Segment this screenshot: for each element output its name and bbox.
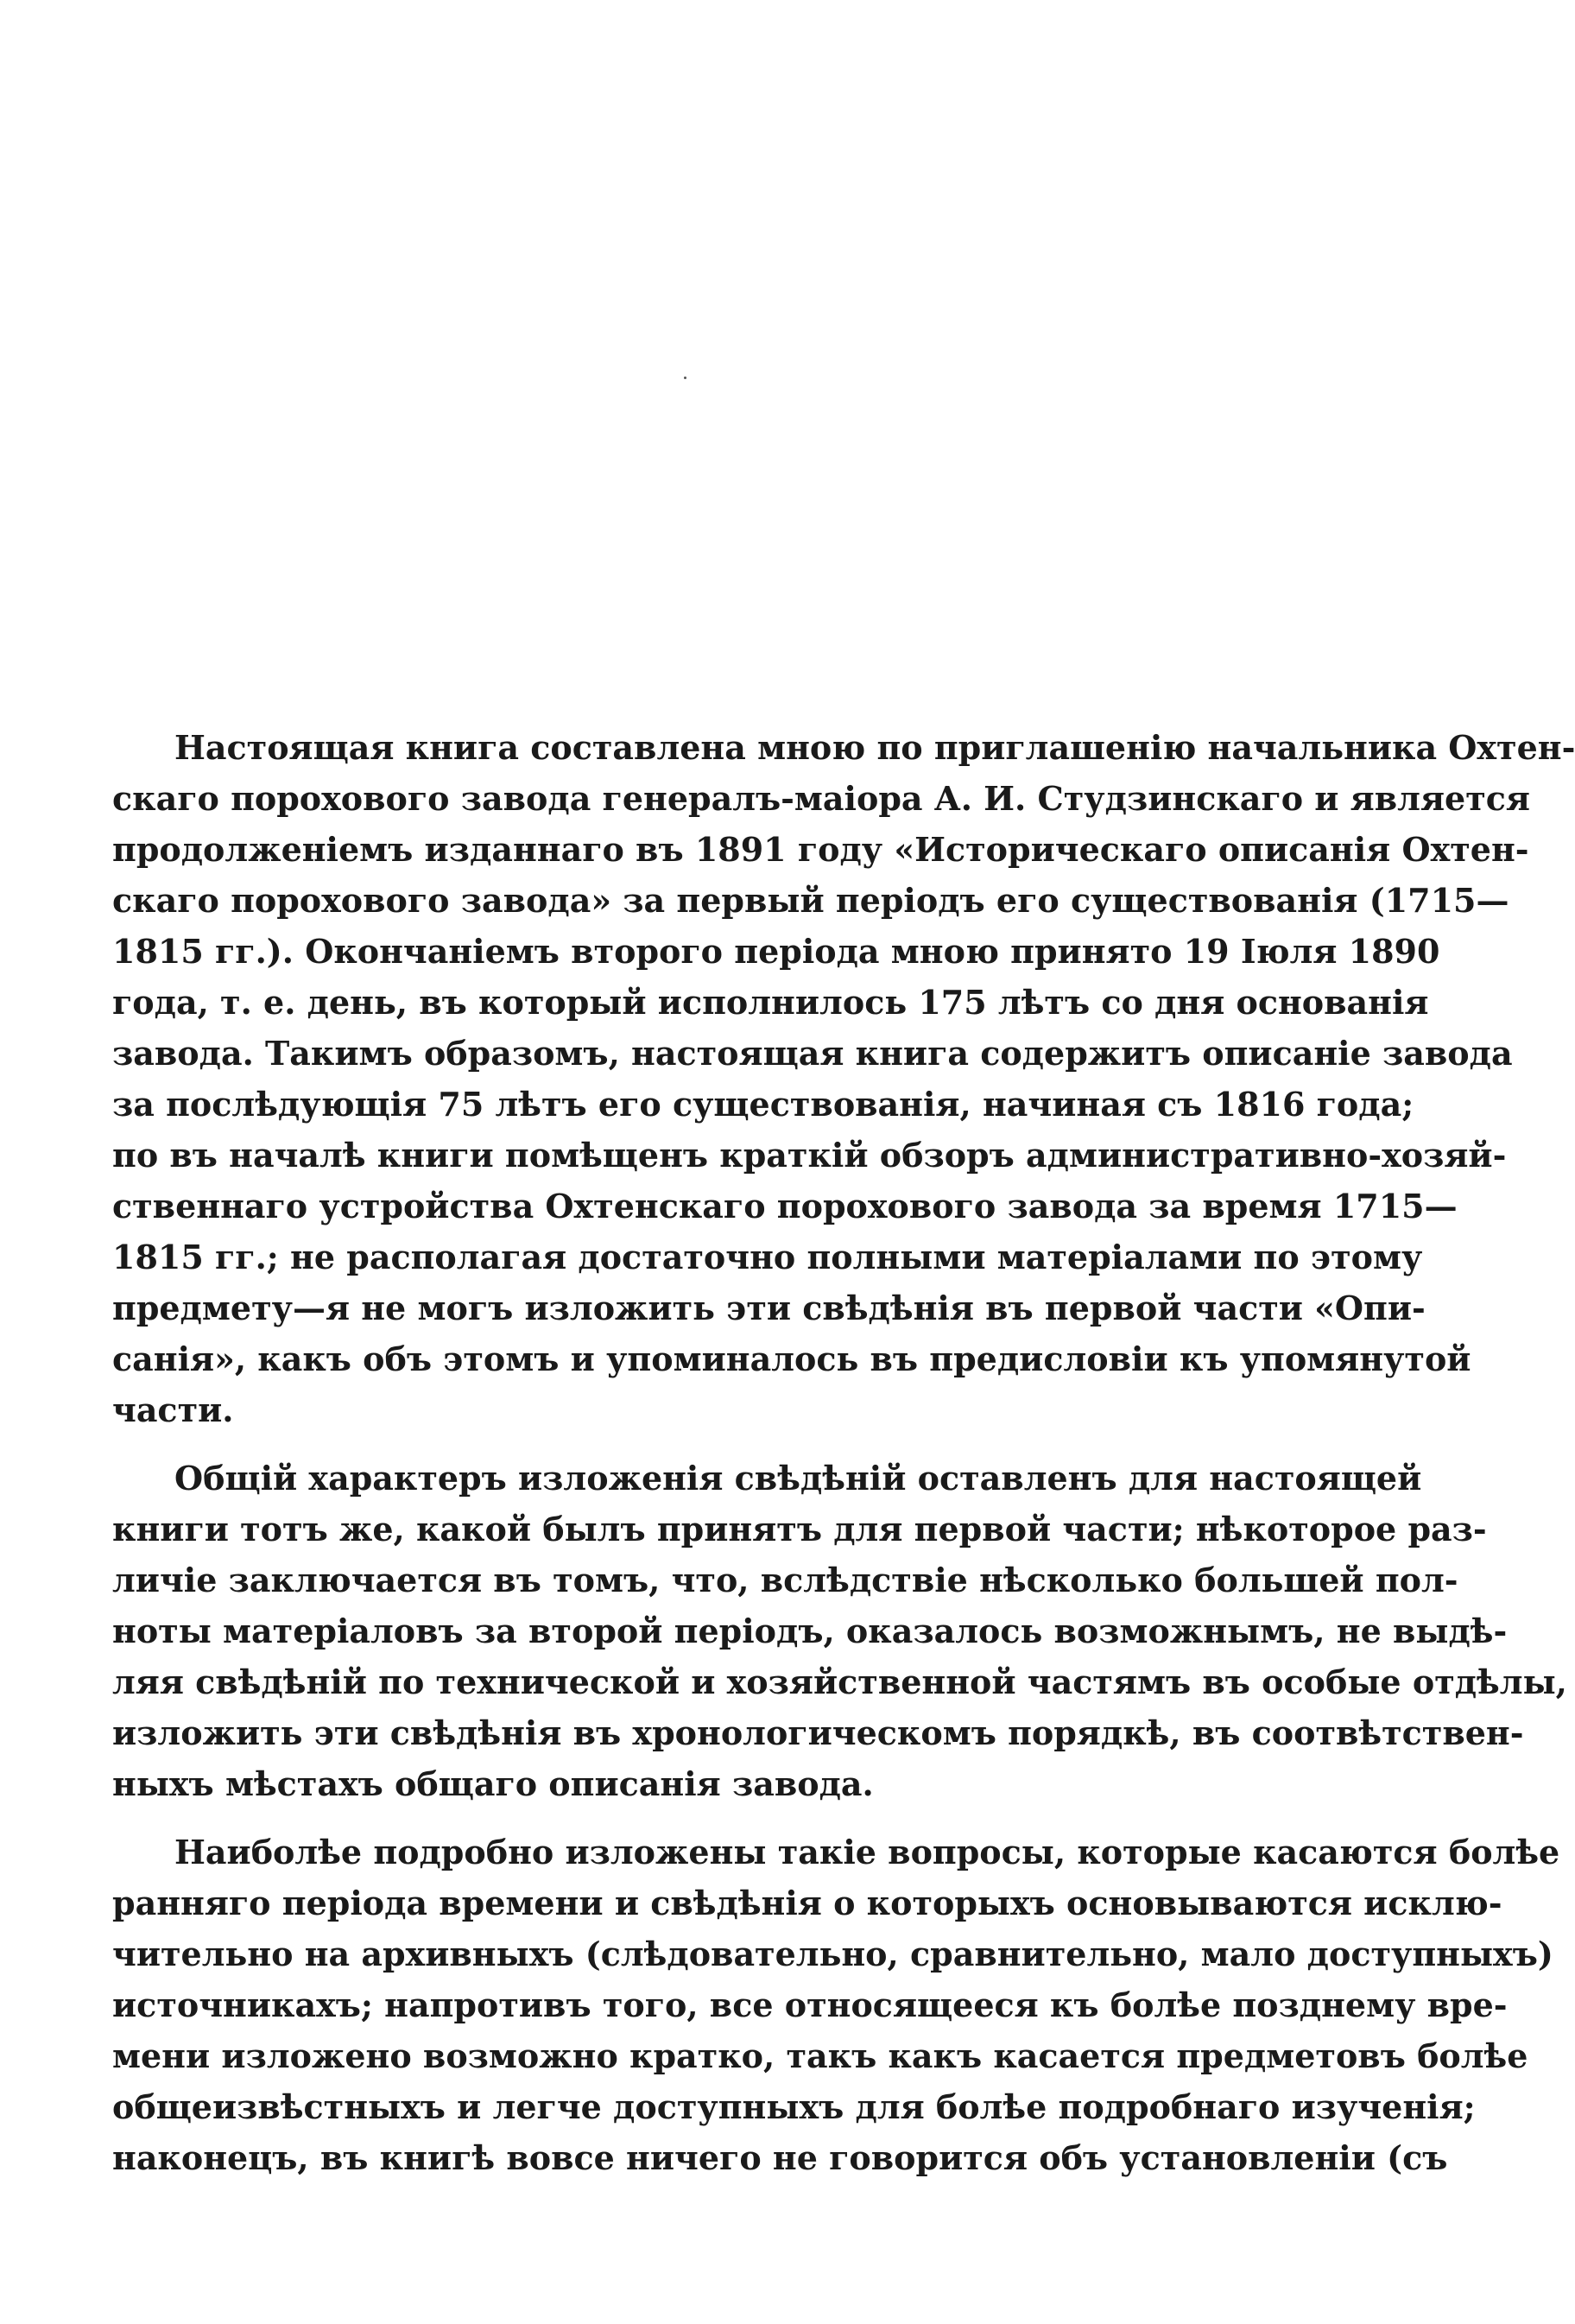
text-line: за послѣдующія 75 лѣтъ его существованія, начиная съ 1816 года; bbox=[112, 1085, 1414, 1124]
paragraph-1 bbox=[112, 722, 1575, 1435]
text-line: года, т. е. день, въ который исполнилось 175 лѣтъ со дня основанія bbox=[112, 983, 1429, 1022]
paragraph-3 bbox=[112, 1827, 1560, 2183]
text-line: 1815 гг.). Окончаніемъ второго періода мною принято 19 Іюля 1890 bbox=[112, 932, 1440, 971]
text-line: Настоящая книга составлена мною по приглашенію начальника Охтен- bbox=[174, 728, 1575, 767]
text-line: ранняго періода времени и свѣдѣнія о которыхъ основываются исклю- bbox=[112, 1884, 1502, 1922]
text-line: предмету—я не могъ изложить эти свѣдѣнія въ первой части «Опи- bbox=[112, 1289, 1426, 1327]
text-line: Общій характеръ изложенія свѣдѣній оставленъ для настоящей bbox=[174, 1459, 1422, 1498]
text-line: ноты матеріаловъ за второй періодъ, оказалось возможнымъ, не выдѣ- bbox=[112, 1612, 1508, 1650]
text-line: ственнаго устройства Охтенскаго порохового завода за время 1715— bbox=[112, 1187, 1458, 1225]
text-line: личіе заключается въ томъ, что, вслѣдствіе нѣсколько большей пол- bbox=[112, 1561, 1458, 1599]
text-line: 1815 гг.; не располагая достаточно полными матеріалами по этому bbox=[112, 1238, 1423, 1276]
text-line: общеизвѣстныхъ и легче доступныхъ для болѣе подробнаго изученія; bbox=[112, 2087, 1476, 2126]
text-line: источникахъ; напротивъ того, все относящееся къ болѣе позднему вре- bbox=[112, 1985, 1508, 2024]
text-line: по въ началѣ книги помѣщенъ краткій обзоръ административно-хозяй- bbox=[112, 1136, 1507, 1175]
text-line: Наиболѣе подробно изложены такіе вопросы, которые касаются болѣе bbox=[174, 1833, 1560, 1871]
paragraph-2 bbox=[112, 1453, 1567, 1809]
text-line: части. bbox=[112, 1390, 234, 1429]
text-line: книги тотъ же, какой былъ принятъ для первой части; нѣкоторое раз- bbox=[112, 1510, 1487, 1548]
text-line: завода. Такимъ образомъ, настоящая книга содержитъ описаніе завода bbox=[112, 1034, 1513, 1073]
scan-speck bbox=[684, 377, 686, 379]
text-line: чительно на архивныхъ (слѣдовательно, сравнительно, мало доступныхъ) bbox=[112, 1935, 1553, 1973]
text-line: ляя свѣдѣній по технической и хозяйственной частямъ въ особые отдѣлы, bbox=[112, 1662, 1567, 1701]
body-text bbox=[112, 722, 1575, 2183]
text-line: наконецъ, въ книгѣ вовсе ничего не говорится объ установленіи (съ bbox=[112, 2138, 1448, 2177]
text-line: скаго порохового завода» за первый періодъ его существованія (1715— bbox=[112, 881, 1509, 920]
text-line: мени изложено возможно кратко, такъ какъ касается предметовъ болѣе bbox=[112, 2036, 1528, 2075]
text-line: продолженіемъ изданнаго въ 1891 году «Историческаго описанія Охтен- bbox=[112, 830, 1529, 869]
text-line: санія», какъ объ этомъ и упоминалось въ предисловіи къ упомянутой bbox=[112, 1339, 1471, 1378]
text-line: изложить эти свѣдѣнія въ хронологическомъ порядкѣ, въ соотвѣтствен- bbox=[112, 1713, 1524, 1752]
text-line: ныхъ мѣстахъ общаго описанія завода. bbox=[112, 1764, 874, 1803]
text-line: скаго порохового завода генералъ-маіора А. И. Студзинскаго и является bbox=[112, 779, 1530, 818]
